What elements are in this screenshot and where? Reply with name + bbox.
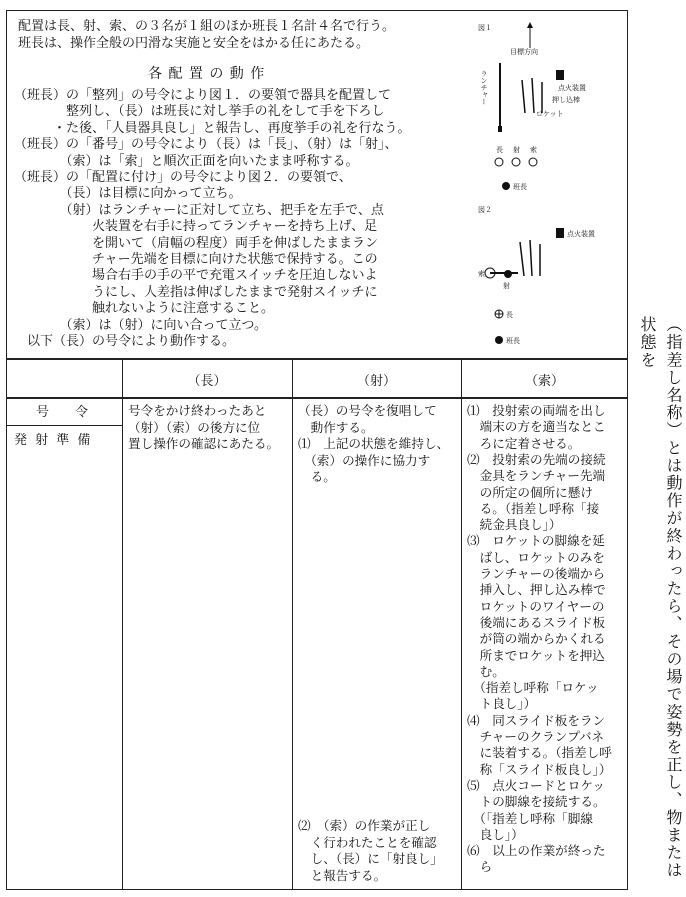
saku-line: ばし、ロケットのみを (467, 549, 605, 565)
side-note-vertical: （指差し名称）とは動作が終わったら、その場で姿勢を正し、物または状態を (638, 316, 683, 880)
direction-label: 目標方向 (510, 48, 538, 56)
sha-line: る。 (298, 469, 336, 485)
fig1-label: 図１ (478, 24, 492, 32)
saku-line: ⑶ ロケットの脚線を延 (467, 533, 605, 549)
procedure-line: チャー先端を目標に向けた状態で保持する。この (14, 252, 378, 267)
section-title: 各 配 置 の 動 作 (148, 66, 266, 82)
igniter-box-icon-2 (556, 228, 564, 238)
procedure-line: 場合右手の手の平で充電スイッチを圧迫しないよ (14, 268, 378, 284)
saku-line: ⑷ 同スライド板をラン (467, 712, 606, 728)
fig2-rocket-2 (530, 240, 532, 276)
procedure-line: 火装置を右手に持ってランチャーを持ち上げ、足 (14, 219, 378, 235)
procedure-line: ・た後、「人員器具良し」と報告し、再度挙手の礼を行なう。 (14, 120, 411, 136)
part-pushrod: 押し込棒 (552, 96, 580, 104)
saku-line: 続金具良し」） (467, 517, 562, 533)
procedure-line: （索）は（射）に向い合って立つ。 (14, 317, 267, 333)
saku-line: ロケットのワイヤーの (467, 598, 605, 614)
saku-line: （「指差し呼称「脚線 (467, 810, 593, 826)
saku-line: （指差し呼称「ロケッ (467, 680, 599, 696)
cho-line: 号令をかけ終わったあと (128, 403, 267, 418)
row-label-launch-prep: 発 射 準 備 (14, 433, 93, 448)
saku-line: の所定の個所に懸け (467, 484, 593, 500)
fig2-igniter-label: 点火装置 (567, 230, 595, 238)
saku-line: が筒の端からかくれる (467, 631, 606, 647)
saku-line: ランチャーの後端から (467, 566, 606, 581)
part-igniter: 点火装置 (558, 84, 586, 92)
procedure-line: 以下（長）の号令により動作する。 (14, 334, 236, 349)
cho-line: （射）（索）の後方に位 (128, 419, 261, 435)
sha-line: （索）の操作に協力す (298, 452, 431, 468)
procedure-line: （班長）の「配置に付け」の号令により図２．の要領で、 (14, 170, 352, 185)
header-sha: （射） (356, 374, 396, 389)
sha-line: 動作する。 (298, 419, 374, 435)
arrow-head-icon (527, 22, 533, 28)
push-rod-shape (532, 78, 534, 113)
saku-line: 挿入し、押し込み棒で (467, 582, 606, 598)
procedure-line: うにし、人差指は伸ばしたままで発射スイッチに (14, 284, 378, 300)
sha-line: （長）の号令を復唱して (298, 403, 437, 418)
label-divider (6, 425, 122, 426)
saku-line: ⑵ 投射索の先端の接続 (467, 451, 606, 467)
igniter-box-icon (556, 70, 564, 80)
header-saku: （索） (524, 374, 564, 389)
leader-label: 班長 (513, 183, 527, 191)
saku-line: 端末の方を適当なとこ (467, 419, 606, 435)
saku-line: 所までロケットを押込 (467, 647, 605, 663)
saku-line: む。 (467, 663, 505, 679)
saku-line: 良し」） (467, 826, 524, 842)
sha-line: と報告する。 (298, 867, 387, 883)
station-saku-label: 索 (530, 146, 537, 154)
fig2-rocket-1 (520, 242, 524, 276)
fig2-cho-label: 長 (506, 311, 513, 319)
fig2-sha-marker (504, 270, 512, 278)
saku-line: ト良し」） (467, 696, 537, 712)
intro-line-2: 班長は、操作全般の円滑な実施と安全をはかる任にあたる。 (18, 36, 370, 51)
procedure-line: （長）は目標に向かって立ち。 (14, 186, 242, 202)
saku-line: ろに定着させる。 (467, 435, 581, 451)
fig2-sha-label: 射 (503, 282, 510, 290)
procedure-line: （班長）の「整列」の号令により図１．の要領で器具を配置して (14, 88, 392, 103)
launcher-label: ランチャー (480, 70, 488, 105)
fig2-label: 図２ (478, 206, 492, 214)
table-top-border (6, 358, 628, 360)
sha-line: ⑵ （索）の作業が正し (298, 818, 431, 833)
saku-line: ⑴ 投射索の両端を出し (467, 403, 606, 418)
station-sha-label: 射 (513, 146, 520, 154)
header-bottom-border (6, 397, 628, 399)
saku-line: ⑹ 以上の作業が終った (467, 843, 606, 859)
procedure-line: （索）は「索」と順次正面を向いたまま呼称する。 (14, 153, 359, 169)
figure-drawing (470, 18, 620, 348)
saku-line: る。（指差し呼称「接 (467, 500, 600, 516)
leader-marker (502, 182, 510, 190)
sha-line: ⑴ 上記の状態を維持し、 (298, 436, 450, 452)
launcher-base (498, 126, 502, 132)
fig2-leader-label: 班長 (506, 337, 520, 345)
station-cho-marker (495, 158, 503, 166)
saku-line: ⑸ 点火コードとロケッ (467, 777, 605, 793)
fig2-leader-marker (495, 336, 503, 344)
col-divider-2 (292, 358, 293, 890)
station-saku-marker (529, 158, 537, 166)
station-cho-label: 長 (496, 146, 503, 154)
part-rocket: ロケット (536, 110, 564, 118)
cho-line: 置し操作の確認にあたる。 (128, 436, 280, 452)
saku-line: 金具をランチャー先端 (467, 468, 606, 484)
col-divider-1 (122, 358, 123, 890)
procedure-line: （射）はランチャーに正対して立ち、把手を左手で、点 (14, 202, 384, 218)
saku-line: 称「スライド板良し」） (467, 761, 612, 777)
saku-line: ら (467, 859, 493, 875)
row-label-command: 号 令 (36, 405, 89, 420)
fig2-saku-label: 索 (478, 270, 485, 278)
sha-line: し、（長）に「射良し」 (298, 851, 443, 867)
saku-line: チャーのクランプバネ (467, 729, 605, 744)
rocket-shape (522, 80, 525, 113)
saku-line: に装着する。（指差し呼 (467, 745, 612, 761)
procedure-line: 触れないように注意すること。 (14, 301, 275, 317)
intro-line-1: 配置は長、射、索、の３名が１組のほか班長１名計４名で行う。 (18, 19, 396, 34)
header-cho: （長） (187, 374, 227, 389)
procedure-line: （班長）の「番号」の号令により（長）は「長」、（射）は「射」、 (14, 137, 398, 153)
procedure-line: 整列し、（長）は班長に対し挙手の礼をして手を下ろし (14, 104, 385, 120)
station-sha-marker (512, 158, 520, 166)
col-divider-3 (461, 358, 462, 890)
arrangement-figure (470, 18, 620, 348)
sha-line: く行われたことを確認 (298, 834, 437, 850)
procedure-line: を開いて（肩幅の程度）両手を伸ばしたままラン (14, 235, 379, 251)
saku-line: トの脚線を接続する。 (467, 794, 606, 810)
saku-line: 後端にあるスライド板 (467, 614, 606, 630)
